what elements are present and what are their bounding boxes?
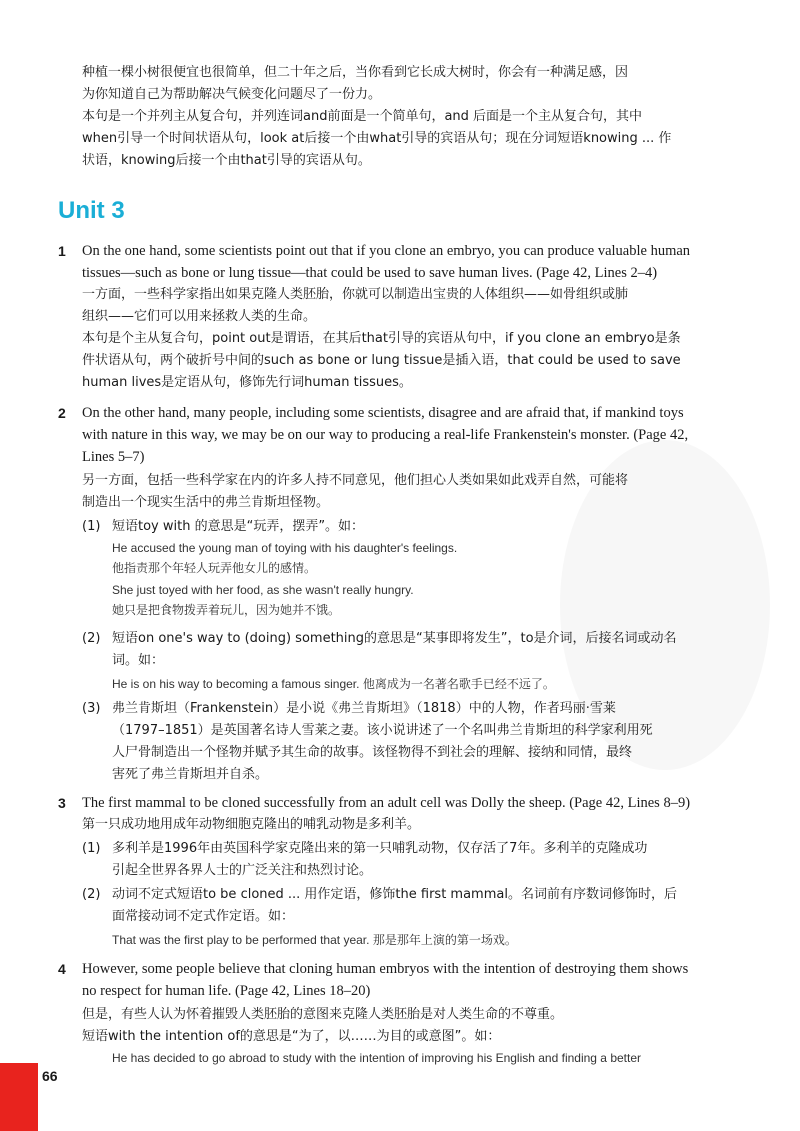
item-english: The first mammal to be cloned successfully from an adult cell was Dolly the sheep. (Page 42, Lines 8–9) — [82, 795, 691, 811]
item-number: 3 — [58, 795, 66, 811]
item-translation: 另一方面，包括一些科学家在内的许多人持不同意见，他们担心人类如果如此戏弄自然，可能将 — [82, 473, 629, 488]
item-english: On the other hand, many people, including some scientists, disagree and are afraid that, if mankind toys — [82, 405, 684, 421]
example-sentence-en: He is on his way to becoming a famous singer. — [112, 677, 360, 691]
sub-point: 害死了弗兰肯斯坦并自杀。 — [112, 767, 269, 782]
sub-number: (3) — [82, 701, 101, 716]
intro-line: 为你知道自己为帮助解决气候变化问题尽了一份力。 — [82, 87, 382, 102]
intro-line: 种植一棵小树很便宜也很简单，但二十年之后，当你看到它长成大树时，你会有一种满足感，因 — [82, 65, 629, 80]
sub-number: (2) — [82, 887, 101, 902]
item-english: no respect for human life. (Page 42, Lines 18–20) — [82, 983, 371, 999]
item-explanation: 短语with the intention of的意思是“为了，以……为目的或意图”。如： — [82, 1029, 501, 1044]
sub-point: 短语on one's way to (doing) something的意思是“某事即将发生”，to是介词，后接名词或动名 — [112, 631, 677, 646]
item-number: 2 — [58, 405, 66, 421]
item-number: 1 — [58, 243, 66, 259]
example-translation: 那是那年上演的第一场戏。 — [372, 933, 517, 947]
intro-line: 本句是一个并列主从复合句，并列连词and前面是一个简单句，and 后面是一个主从复合句，其中 — [82, 109, 643, 124]
sub-point: 弗兰肯斯坦（Frankenstein）是小说《弗兰肯斯坦》（1818）中的人物，作者玛丽·雪莱 — [112, 701, 616, 716]
sub-number: (1) — [82, 519, 101, 534]
example-sentence: She just toyed with her food, as she wasn't really hungry. — [112, 583, 414, 597]
example-translation: 她只是把食物拨弄着玩儿，因为她并不饿。 — [112, 603, 341, 617]
item-explanation: 件状语从句，两个破折号中间的such as bone or lung tissue是插入语，that could be used to save — [82, 353, 681, 368]
example-sentence: He accused the young man of toying with his daughter's feelings. — [112, 541, 458, 555]
item-translation: 组织——它们可以用来拯救人类的生命。 — [82, 309, 317, 324]
sub-point: 多利羊是1996年由英国科学家克隆出来的第一只哺乳动物，仅存活了7年。多利羊的克隆成功 — [112, 841, 648, 856]
example-sentence — [112, 930, 760, 950]
item-translation: 制造出一个现实生活中的弗兰肯斯坦怪物。 — [82, 495, 330, 510]
item-explanation: 本句是个主从复合句，point out是谓语，在其后that引导的宾语从句中，if you clone an embryo是条 — [82, 331, 681, 346]
example-sentence — [112, 674, 760, 694]
page-number: 66 — [42, 1068, 58, 1084]
sub-point: 词。如： — [112, 653, 165, 668]
example-sentence-en: That was the first play to be performed that year. — [112, 933, 370, 947]
item-english: tissues—such as bone or lung tissue—that could be used to save human lives. (Page 42, Lines 2–4) — [82, 265, 658, 281]
item-translation: 一方面，一些科学家指出如果克隆人类胚胎，你就可以制造出宝贵的人体组织——如骨组织或肺 — [82, 287, 629, 302]
sub-point: （1797–1851）是英国著名诗人雪莱之妻。该小说讲述了一个名叫弗兰肯斯坦的科学家利用死 — [112, 723, 653, 738]
intro-line: when引导一个时间状语从句，look at后接一个由what引导的宾语从句；现在分词短语knowing ... 作 — [82, 131, 672, 146]
item-english: However, some people believe that cloning human embryos with the intention of destroying them shows — [82, 961, 689, 977]
item-translation: 第一只成功地用成年动物细胞克隆出的哺乳动物是多利羊。 — [82, 817, 421, 832]
sub-point: 面常接动词不定式作定语。如： — [112, 909, 295, 924]
page-corner-accent — [0, 1063, 38, 1131]
sub-point: 引起全世界各界人士的广泛关注和热烈讨论。 — [112, 863, 373, 878]
item-english: with nature in this way, we may be on our way to producing a real-life Frankenstein's monster. (Page 42, — [82, 427, 689, 443]
item-translation: 但是，有些人认为怀着摧毁人类胚胎的意图来克隆人类胚胎是对人类生命的不尊重。 — [82, 1007, 564, 1022]
example-sentence: He has decided to go abroad to study with the intention of improving his English and finding a better — [112, 1051, 642, 1065]
example-translation: 他指责那个年轻人玩弄他女儿的感情。 — [112, 561, 317, 575]
sub-number: (1) — [82, 841, 101, 856]
sub-point: 短语toy with 的意思是“玩弄，摆弄”。如： — [112, 519, 365, 534]
item-english: On the one hand, some scientists point out that if you clone an embryo, you can produce valuable human — [82, 243, 691, 259]
unit-title: Unit 3 — [58, 197, 125, 224]
sub-number: (2) — [82, 631, 101, 646]
item-english: Lines 5–7) — [82, 449, 145, 465]
item-explanation: human lives是定语从句，修饰先行词human tissues。 — [82, 375, 412, 390]
intro-line: 状语，knowing后接一个由that引导的宾语从句。 — [82, 153, 371, 168]
sub-point: 人尸骨制造出一个怪物并赋予其生命的故事。该怪物得不到社会的理解、接纳和同情，最终 — [112, 745, 633, 760]
example-translation: 他离成为一名著名歌手已经不远了。 — [362, 677, 555, 691]
sub-point: 动词不定式短语to be cloned ... 用作定语，修饰the first mammal。名词前有序数词修饰时，后 — [112, 887, 677, 902]
item-number: 4 — [58, 961, 66, 977]
